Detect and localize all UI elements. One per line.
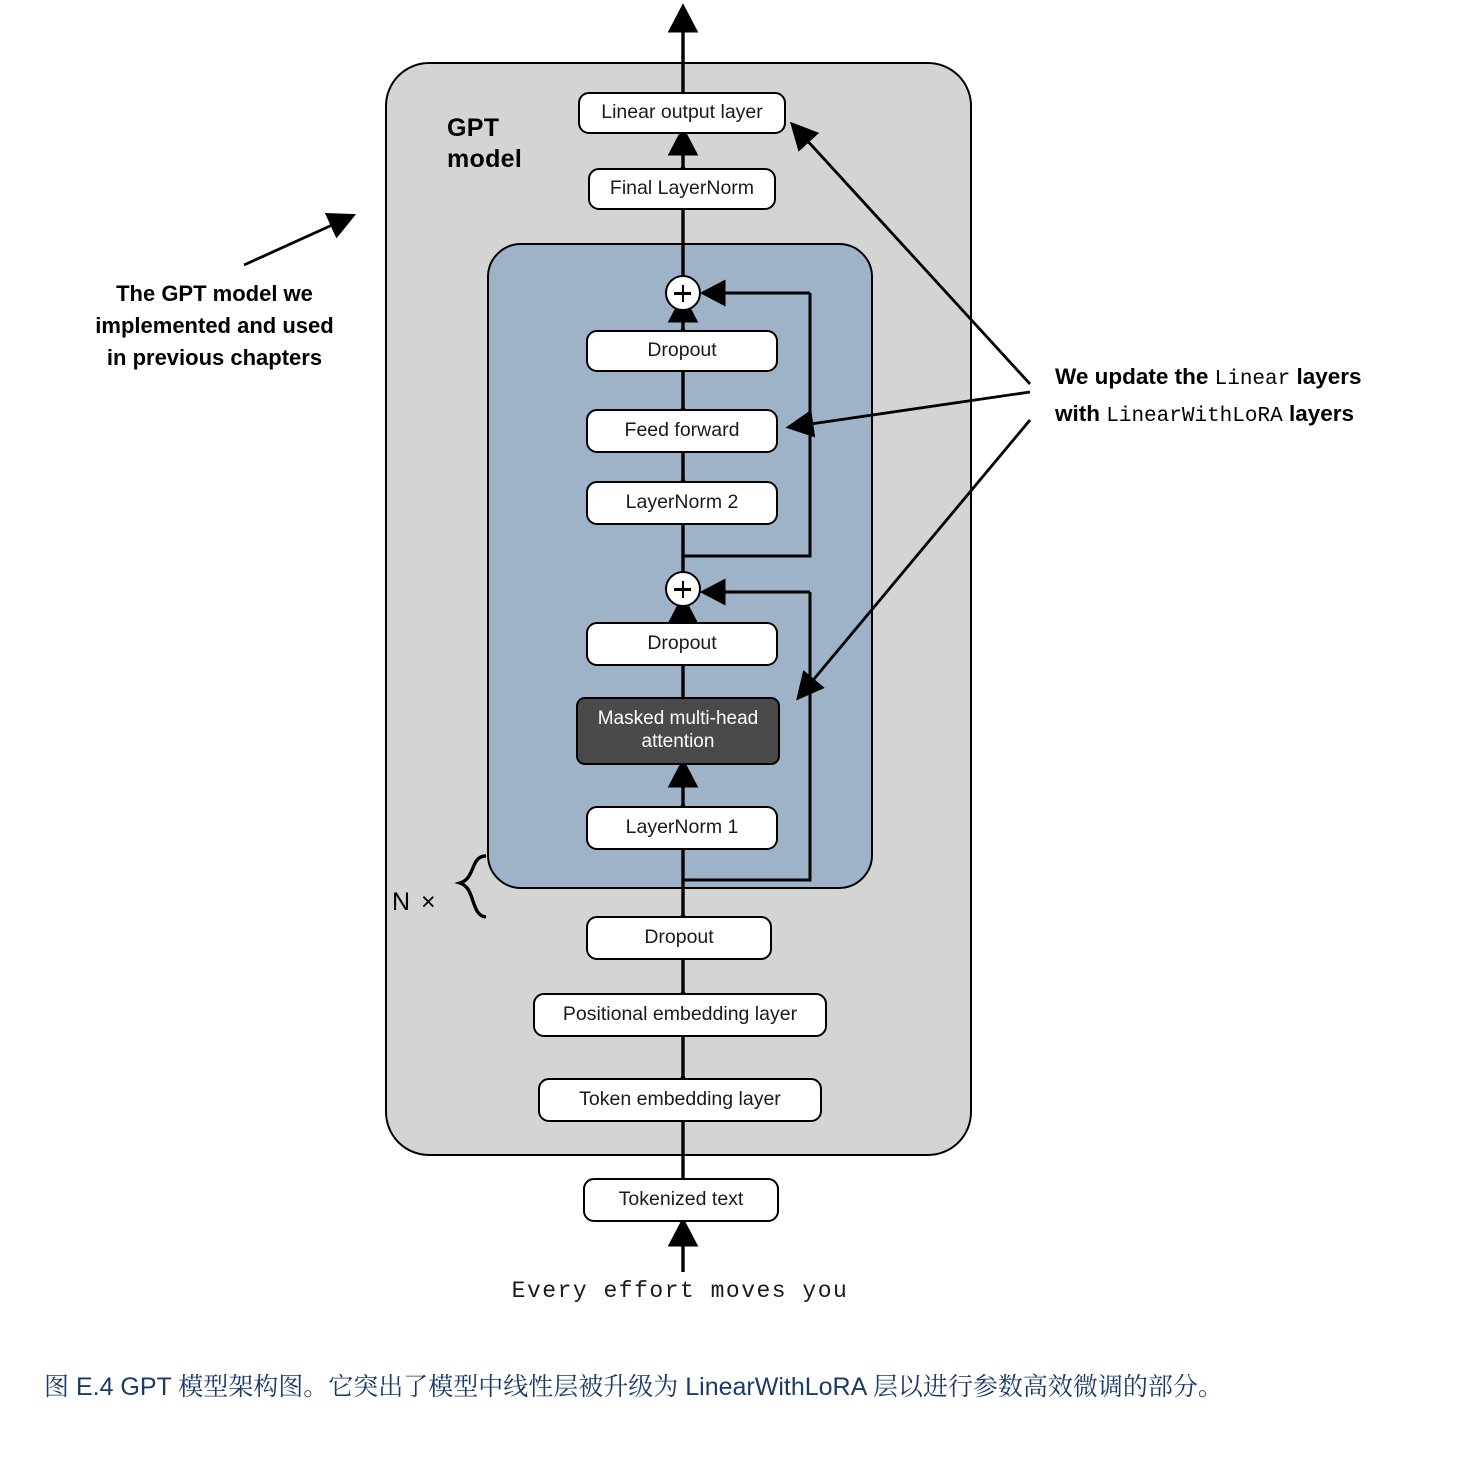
gpt-model-label-line2: model: [447, 145, 523, 174]
gpt-model-label-line1: GPT: [447, 114, 500, 142]
residual-add-mid: [665, 571, 701, 607]
annotation-right-line1-suffix: layers: [1290, 364, 1362, 389]
annotation-right-line2-prefix: with: [1055, 400, 1107, 426]
annotation-right-line2-suffix: layers: [1282, 400, 1354, 426]
annotation-gpt-model: The GPT model we implemented and used in previous chapters: [95, 281, 334, 370]
figure-caption: 图 E.4 GPT 模型架构图。它突出了模型中线性层被升级为 LinearWithLoRA 层以进行参数高效微调的部分。: [44, 1373, 1223, 1401]
node-linear-output-layer[interactable]: Linear output layer: [578, 92, 786, 134]
node-masked-multi-head-attention[interactable]: Masked multi-head attention: [576, 697, 780, 765]
node-positional-embedding-layer[interactable]: Positional embedding layer: [533, 993, 827, 1037]
annotation-linear-lora: [1055, 360, 1455, 433]
node-layernorm-1[interactable]: LayerNorm 1: [586, 806, 778, 850]
node-tokenized-text[interactable]: Tokenized text: [583, 1178, 779, 1222]
node-dropout-top[interactable]: Dropout: [586, 330, 778, 372]
node-final-layernorm[interactable]: Final LayerNorm: [588, 168, 776, 210]
input-text-sample: Every effort moves you: [511, 1278, 849, 1304]
repeat-count-label: N ×: [392, 888, 438, 916]
node-dropout-mid[interactable]: Dropout: [586, 622, 778, 666]
node-dropout-bottom[interactable]: Dropout: [586, 916, 772, 960]
gpt-model-label: [447, 113, 597, 176]
residual-add-top: [665, 275, 701, 311]
annotation-right-linear-mono: Linear: [1214, 368, 1291, 391]
node-layernorm-2[interactable]: LayerNorm 2: [586, 481, 778, 525]
annotation-right-line1-prefix: We update the: [1055, 364, 1215, 389]
annotation-right-lora-mono: LinearWithLoRA: [1106, 404, 1283, 428]
node-feed-forward[interactable]: Feed forward: [586, 409, 778, 453]
node-token-embedding-layer[interactable]: Token embedding layer: [538, 1078, 822, 1122]
